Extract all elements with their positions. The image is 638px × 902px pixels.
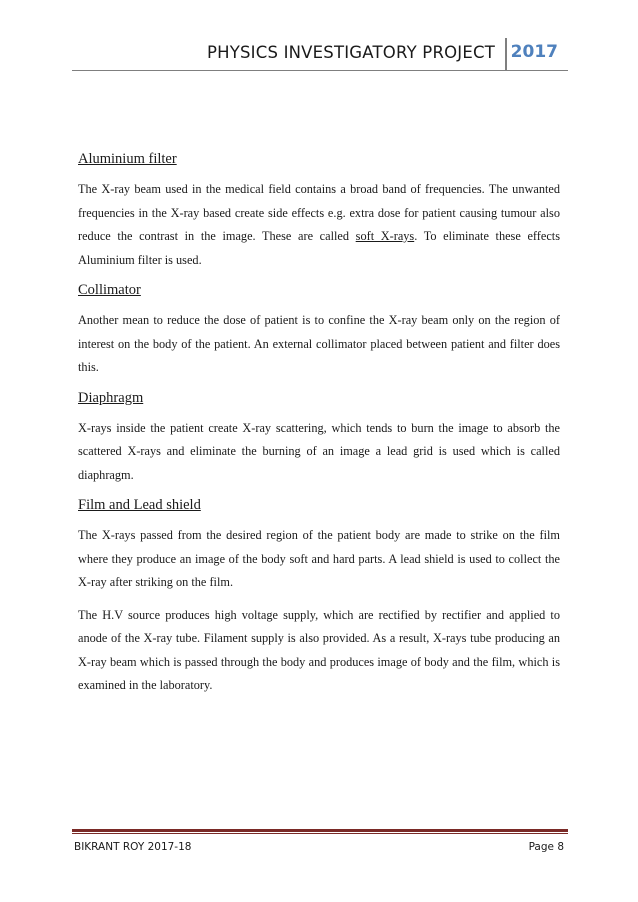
page-content [78, 150, 560, 707]
section-collimator [78, 281, 560, 380]
paragraph-text: . To eliminate these effects Aluminium filter is used. [78, 229, 560, 267]
header-year: 2017 [510, 42, 558, 62]
header-title: PHYSICS INVESTIGATORY PROJECT [206, 43, 495, 62]
section-paragraph: The X-rays passed from the desired region of the patient body are made to strike on the film where they produce an image of the body soft and hard parts. A lead shield is used to collect the X-ray after striking on the film. [78, 528, 560, 589]
footer-author: BIKRANT ROY 2017-18 [74, 841, 192, 853]
section-heading: Diaphragm [78, 389, 144, 406]
section-heading: Aluminium filter [78, 151, 177, 167]
paragraph-text: The X-ray beam used in the medical field contains a broad band of frequencies. The unwanted frequencies in the X-ray based create side effects e.g. extra dose for patient causing tumour also reduce the contrast in the image. These are called [78, 182, 560, 243]
page-number: Page 8 [528, 841, 564, 853]
footer-rule [72, 833, 568, 834]
page-footer [72, 829, 568, 869]
page-header [72, 36, 568, 71]
section-aluminium-filter [78, 150, 560, 272]
section-paragraph: X-rays inside the patient create X-ray scattering, which tends to burn the image to absorb the scattered X-rays and eliminate the burning of an image a lead grid is used which is called diaphragm. [78, 420, 560, 482]
section-film-and-lead-shield [78, 496, 560, 698]
section-paragraph [78, 178, 560, 272]
section-heading: Collimator [78, 282, 141, 298]
section-heading: Film and Lead shield [78, 497, 201, 513]
section-paragraph: Another mean to reduce the dose of patient is to confine the X-ray beam only on the region of interest on the body of the patient. An external collimator placed between patient and filter does this. [78, 313, 560, 374]
section-diaphragm [78, 389, 560, 488]
section-paragraph: The H.V source produces high voltage supply, which are rectified by rectifier and applied to anode of the X-ray tube. Filament supply is also provided. As a result, X-rays tube producing an X-ray beam which is passed through the body and produces image of body and the film, which is examined in the laboratory. [78, 607, 560, 692]
header-separator [505, 38, 507, 70]
underlined-term: soft X-rays [355, 229, 415, 243]
footer-rule [72, 829, 568, 832]
